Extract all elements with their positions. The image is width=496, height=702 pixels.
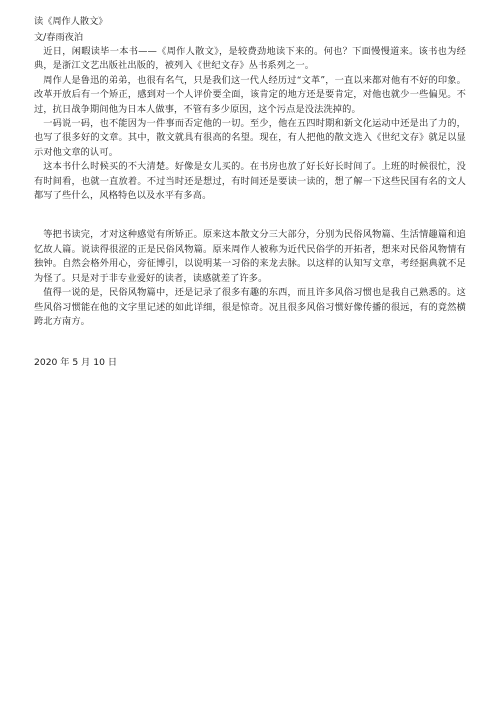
paragraph-6: 值得一说的是，民俗风物篇中，还是记录了很多有趣的东西，而且许多风俗习惯也是我自己熟悉的。这些风俗习惯能在他的文字里记述的如此详细，很是惊奇。况且很多风俗习惯好像传播的很远，有的竟然横跨北方南方。 (34, 287, 466, 327)
document-date: 2020 年 5 月 10 日 (34, 357, 118, 369)
paragraph-5: 等把书读完，才对这种感觉有所矫正。原来这本散文分三大部分，分别为民俗风物篇、生活情趣篇和追忆故人篇。说读得很涩的正是民俗风物篇。原来周作人被称为近代民俗学的开拓者，想来对民俗风物情有独钟。自然会格外用心，旁征博引，以说明某一习俗的来龙去脉。以这样的认知写文章，考经据典就不足为怪了。只是对于非专业爱好的读者，读感就差了许多。 (34, 229, 466, 284)
document-author: 文/春雨夜泊 (34, 32, 84, 43)
section-spacer (34, 203, 466, 228)
paragraph-3: 一码说一码，也不能因为一件事而否定他的一切。至少，他在五四时期和新文化运动中还是出了力的，也写了很多好的文章。其中，散文就具有很高的名望。现在，有人把他的散文选入《世纪文存》就足以显示对他文章的认可。 (34, 118, 466, 158)
paragraph-4: 这本书什么时候买的不大清楚。好像是女儿买的。在书房也放了好长好长时间了。上班的时候很忙，没有时间看，也就一直放着。不过当时还是想过，有时间还是要读一读的，想了解一下这些民国有名的文人都写了些什么，风格特色以及水平有多高。 (34, 161, 466, 202)
date-spacer (34, 329, 466, 356)
document-page (34, 14, 466, 370)
paragraph-1: 近日，闲暇读毕一本书——《周作人散文》，是较费劲地读下来的。何也？下面慢慢道来。该书也为经典，是浙江文艺出版社出版的，被列入《世纪文存》丛书系列之一。 (34, 46, 466, 72)
paragraph-2: 周作人是鲁迅的弟弟，也很有名气，只是我们这一代人经历过“文革”，一直以来都对他有不好的印象。改革开放后有一个矫正，感到对一个人评价要全面，该肯定的地方还是要肯定，对他也就少一些偏见。不过，抗日战争期间他为日本人做事，不管有多少原因，这个污点是没法洗掉的。 (34, 74, 466, 115)
document-title: 读《周作人散文》 (34, 16, 108, 27)
